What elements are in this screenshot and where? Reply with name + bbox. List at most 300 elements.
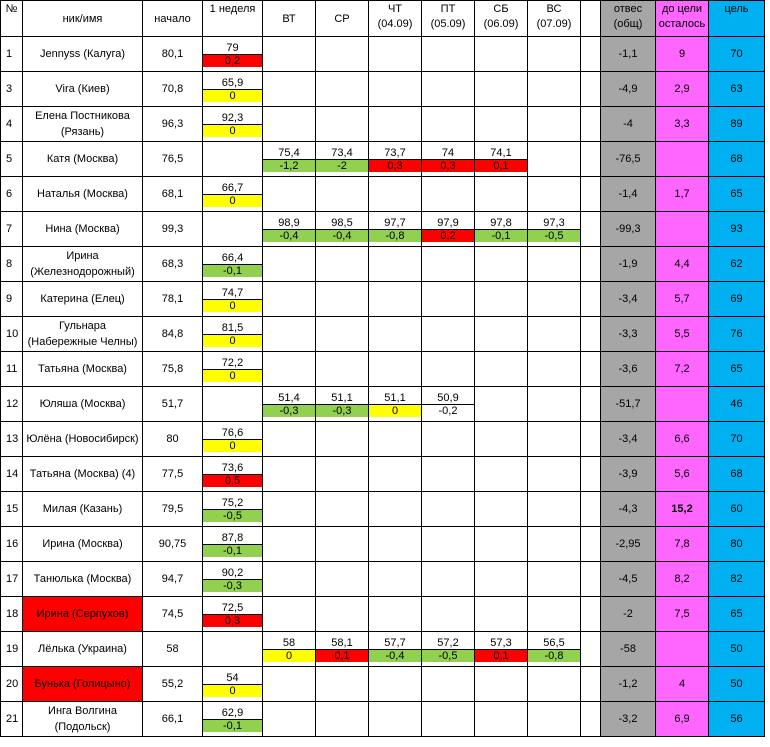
row-thu-weight: 73,7	[384, 146, 406, 159]
row-sat-delta: 0,1	[475, 159, 527, 172]
row-sat	[475, 352, 528, 387]
row-sat	[475, 317, 528, 352]
row-sat-weight: 74,1	[490, 146, 512, 159]
row-loss: -4	[601, 107, 656, 142]
row-start: 76,5	[143, 142, 203, 177]
row-wed-weight: 58,1	[331, 636, 353, 649]
row-fri	[422, 212, 475, 247]
header-gap	[581, 1, 601, 37]
row-gap	[581, 527, 601, 562]
row-wed-wrap	[316, 147, 368, 172]
row-start: 58	[143, 632, 203, 667]
row-fri	[422, 422, 475, 457]
row-week1	[203, 352, 263, 387]
table-row	[1, 212, 765, 247]
table-row	[1, 317, 765, 352]
row-goal: 60	[709, 492, 765, 527]
row-thu-wrap	[369, 217, 421, 242]
row-num: 4	[1, 107, 23, 142]
row-thu-weight: 57,7	[384, 636, 406, 649]
row-thu	[369, 597, 422, 632]
row-sat	[475, 597, 528, 632]
row-name: Татьяна (Москва)	[23, 352, 143, 387]
table-row	[1, 142, 765, 177]
row-week1-weight: 87,8	[221, 531, 244, 544]
row-start: 84,8	[143, 317, 203, 352]
row-week1-delta: 0,3	[203, 614, 262, 627]
row-start: 99,3	[143, 212, 203, 247]
row-week1	[203, 562, 263, 597]
row-loss: -2	[601, 597, 656, 632]
table-row	[1, 247, 765, 282]
row-tue	[263, 247, 316, 282]
row-week1-delta: 0,2	[203, 54, 262, 67]
row-week1-weight: 92,3	[221, 111, 244, 124]
header-sun-date: (07.09)	[536, 18, 572, 30]
row-tue-weight: 98,9	[278, 216, 300, 229]
row-fri-weight: 74	[441, 146, 455, 159]
row-thu-wrap	[369, 392, 421, 417]
row-num: 1	[1, 37, 23, 72]
row-wed-delta: 0,1	[316, 649, 368, 662]
row-gap	[581, 282, 601, 317]
row-fri-delta: 0,2	[422, 229, 474, 242]
row-wed-weight: 51,1	[331, 391, 353, 404]
row-sun	[528, 527, 581, 562]
header-thu	[369, 1, 422, 37]
row-week1	[203, 422, 263, 457]
row-sat	[475, 527, 528, 562]
table-row	[1, 702, 765, 737]
row-goal: 93	[709, 212, 765, 247]
row-week1	[203, 72, 263, 107]
row-week1-weight: 74,7	[221, 286, 244, 299]
row-num: 16	[1, 527, 23, 562]
row-sat-delta: -0,1	[475, 229, 527, 242]
row-start: 90,75	[143, 527, 203, 562]
row-wed	[316, 72, 369, 107]
row-thu	[369, 177, 422, 212]
row-sun	[528, 457, 581, 492]
row-tue-weight: 51,4	[278, 391, 300, 404]
row-tue	[263, 387, 316, 422]
row-fri-delta: 0,3	[422, 159, 474, 172]
row-week1	[203, 492, 263, 527]
row-start: 66,1	[143, 702, 203, 737]
row-fri	[422, 282, 475, 317]
row-name: Гульнара (Набережные Челны)	[23, 317, 143, 352]
table-row	[1, 72, 765, 107]
row-fri	[422, 457, 475, 492]
table-row	[1, 457, 765, 492]
row-sun	[528, 492, 581, 527]
row-week1-delta: -0,1	[203, 719, 262, 732]
row-thu-wrap	[369, 147, 421, 172]
row-sun	[528, 562, 581, 597]
row-name: Катя (Москва)	[23, 142, 143, 177]
row-num: 13	[1, 422, 23, 457]
row-week1-delta: -0,1	[203, 544, 262, 557]
row-loss: -51,7	[601, 387, 656, 422]
row-fri-weight: 57,2	[437, 636, 459, 649]
row-left: 7,5	[656, 597, 709, 632]
table-body	[1, 37, 765, 737]
row-tue-delta: 0	[263, 649, 315, 662]
row-week1-wrap	[203, 707, 262, 732]
row-tue	[263, 177, 316, 212]
row-sun	[528, 352, 581, 387]
row-start: 77,5	[143, 457, 203, 492]
row-left: 9	[656, 37, 709, 72]
row-sat	[475, 667, 528, 702]
row-num: 3	[1, 72, 23, 107]
table-row	[1, 282, 765, 317]
row-sun	[528, 282, 581, 317]
header-sat	[475, 1, 528, 37]
row-week1	[203, 632, 263, 667]
row-thu	[369, 142, 422, 177]
row-loss: -3,4	[601, 282, 656, 317]
row-thu	[369, 492, 422, 527]
row-gap	[581, 37, 601, 72]
row-wed	[316, 317, 369, 352]
row-wed	[316, 247, 369, 282]
row-sat	[475, 702, 528, 737]
row-week1-wrap	[203, 112, 262, 137]
row-thu	[369, 387, 422, 422]
row-fri	[422, 597, 475, 632]
row-thu	[369, 667, 422, 702]
row-sun	[528, 597, 581, 632]
row-wed-delta: -2	[316, 159, 368, 172]
row-loss: -76,5	[601, 142, 656, 177]
row-sun-weight: 56,5	[543, 636, 565, 649]
table-row	[1, 562, 765, 597]
header-sun-day: ВС	[546, 3, 562, 15]
row-sat-wrap	[475, 217, 527, 242]
row-num: 18	[1, 597, 23, 632]
row-gap	[581, 422, 601, 457]
row-start: 96,3	[143, 107, 203, 142]
row-name: Ирина (Москва)	[23, 527, 143, 562]
row-goal: 65	[709, 597, 765, 632]
row-name: Бунька (Голицыно)	[23, 667, 143, 702]
row-goal: 50	[709, 667, 765, 702]
row-loss: -3,9	[601, 457, 656, 492]
header-fri	[422, 1, 475, 37]
row-week1	[203, 107, 263, 142]
row-thu	[369, 527, 422, 562]
row-tue-delta: -0,3	[263, 404, 315, 417]
row-wed	[316, 387, 369, 422]
row-week1-delta: 0	[203, 89, 262, 102]
row-week1-weight: 54	[226, 671, 239, 684]
row-fri	[422, 702, 475, 737]
row-tue-wrap	[263, 637, 315, 662]
row-sun-weight: 97,3	[543, 216, 565, 229]
header-goal: цель	[709, 1, 765, 37]
header-num: №	[1, 1, 23, 37]
row-gap	[581, 457, 601, 492]
row-num: 20	[1, 667, 23, 702]
row-thu	[369, 72, 422, 107]
row-num: 10	[1, 317, 23, 352]
row-loss: -3,2	[601, 702, 656, 737]
row-sun-wrap	[528, 637, 580, 662]
row-sun	[528, 702, 581, 737]
row-fri-wrap	[422, 217, 474, 242]
row-num: 14	[1, 457, 23, 492]
row-goal: 56	[709, 702, 765, 737]
row-name: Jennyss (Калуга)	[23, 37, 143, 72]
row-left: 6,6	[656, 422, 709, 457]
row-name: Татьяна (Москва) (4)	[23, 457, 143, 492]
row-week1	[203, 142, 263, 177]
row-gap	[581, 597, 601, 632]
row-name: Наталья (Москва)	[23, 177, 143, 212]
row-gap	[581, 632, 601, 667]
row-num: 8	[1, 247, 23, 282]
row-week1	[203, 212, 263, 247]
row-thu-weight: 97,7	[384, 216, 406, 229]
row-goal: 46	[709, 387, 765, 422]
row-wed	[316, 667, 369, 702]
row-sat	[475, 422, 528, 457]
row-num: 9	[1, 282, 23, 317]
row-wed-wrap	[316, 392, 368, 417]
row-tue	[263, 492, 316, 527]
row-sun	[528, 247, 581, 282]
row-thu	[369, 247, 422, 282]
header-name: ник/имя	[23, 1, 143, 37]
row-sat-wrap	[475, 637, 527, 662]
row-wed	[316, 177, 369, 212]
row-tue-wrap	[263, 392, 315, 417]
row-start: 80,1	[143, 37, 203, 72]
row-sun	[528, 667, 581, 702]
row-left	[656, 632, 709, 667]
row-sat	[475, 212, 528, 247]
table-row	[1, 37, 765, 72]
row-start: 68,3	[143, 247, 203, 282]
row-wed	[316, 212, 369, 247]
row-week1	[203, 667, 263, 702]
row-fri	[422, 492, 475, 527]
row-start: 78,1	[143, 282, 203, 317]
row-week1-delta: -0,5	[203, 509, 262, 522]
row-goal: 82	[709, 562, 765, 597]
row-thu-wrap	[369, 637, 421, 662]
row-gap	[581, 387, 601, 422]
row-start: 74,5	[143, 597, 203, 632]
row-start: 55,2	[143, 667, 203, 702]
row-tue	[263, 597, 316, 632]
row-week1-wrap	[203, 462, 262, 487]
row-gap	[581, 317, 601, 352]
row-num: 15	[1, 492, 23, 527]
row-week1-delta: 0	[203, 369, 262, 382]
row-thu	[369, 457, 422, 492]
table-row	[1, 387, 765, 422]
table-row	[1, 352, 765, 387]
row-left	[656, 142, 709, 177]
row-week1-wrap	[203, 602, 262, 627]
row-wed	[316, 597, 369, 632]
row-tue	[263, 562, 316, 597]
header-sun	[528, 1, 581, 37]
row-left	[656, 212, 709, 247]
header-week1: 1 неделя	[203, 1, 263, 37]
row-week1-wrap	[203, 497, 262, 522]
row-week1-delta: 0	[203, 194, 262, 207]
row-tue	[263, 667, 316, 702]
row-goal: 89	[709, 107, 765, 142]
table-row	[1, 527, 765, 562]
row-wed	[316, 352, 369, 387]
row-name: Инга Волгина (Подольск)	[23, 702, 143, 737]
row-fri	[422, 352, 475, 387]
row-fri	[422, 527, 475, 562]
row-tue-wrap	[263, 217, 315, 242]
row-week1-delta: 0	[203, 334, 262, 347]
row-name: Ирина (Железнодорожный)	[23, 247, 143, 282]
row-week1-wrap	[203, 182, 262, 207]
row-week1	[203, 457, 263, 492]
row-tue	[263, 702, 316, 737]
table-row	[1, 177, 765, 212]
header-thu-date: (04.09)	[377, 18, 413, 30]
row-thu	[369, 562, 422, 597]
row-sat-delta: 0,1	[475, 649, 527, 662]
row-wed	[316, 632, 369, 667]
row-loss: -58	[601, 632, 656, 667]
row-sat-weight: 97,8	[490, 216, 512, 229]
row-sun	[528, 177, 581, 212]
row-wed-delta: -0,3	[316, 404, 368, 417]
row-num: 11	[1, 352, 23, 387]
row-left: 3,3	[656, 107, 709, 142]
row-sat	[475, 387, 528, 422]
row-week1-weight: 73,6	[221, 461, 244, 474]
row-week1-wrap	[203, 567, 262, 592]
row-wed	[316, 282, 369, 317]
row-start: 79,5	[143, 492, 203, 527]
row-sun	[528, 107, 581, 142]
row-tue	[263, 282, 316, 317]
row-week1-weight: 90,2	[221, 566, 244, 579]
header-start: начало	[143, 1, 203, 37]
row-tue	[263, 142, 316, 177]
header-row	[1, 1, 765, 37]
row-sat	[475, 107, 528, 142]
row-gap	[581, 107, 601, 142]
row-week1-wrap	[203, 77, 262, 102]
row-goal: 50	[709, 632, 765, 667]
row-name: Катерина (Елец)	[23, 282, 143, 317]
row-tue-delta: -1,2	[263, 159, 315, 172]
row-thu	[369, 422, 422, 457]
row-thu-delta: 0,3	[369, 159, 421, 172]
row-fri	[422, 37, 475, 72]
row-gap	[581, 667, 601, 702]
row-wed	[316, 457, 369, 492]
row-name: Лёлька (Украина)	[23, 632, 143, 667]
row-num: 7	[1, 212, 23, 247]
row-week1-weight: 62,9	[221, 706, 244, 719]
row-week1-delta: -0,1	[203, 264, 262, 277]
row-loss: -3,6	[601, 352, 656, 387]
row-goal: 62	[709, 247, 765, 282]
row-sun	[528, 387, 581, 422]
row-left: 8,2	[656, 562, 709, 597]
row-week1-delta: 0	[203, 439, 262, 452]
row-week1-delta: 0	[203, 299, 262, 312]
row-sun	[528, 317, 581, 352]
header-left: до цели осталось	[656, 1, 709, 37]
row-goal: 65	[709, 352, 765, 387]
header-thu-day: ЧТ	[387, 3, 403, 15]
row-thu-delta: -0,8	[369, 229, 421, 242]
row-tue	[263, 212, 316, 247]
row-tue-weight: 75,4	[278, 146, 300, 159]
table-row	[1, 422, 765, 457]
row-week1-weight: 76,6	[221, 426, 244, 439]
row-fri-wrap	[422, 392, 474, 417]
row-fri	[422, 177, 475, 212]
row-sat	[475, 492, 528, 527]
row-loss: -4,5	[601, 562, 656, 597]
row-week1-delta: 0,5	[203, 474, 262, 487]
row-thu	[369, 282, 422, 317]
row-week1-weight: 66,4	[221, 251, 244, 264]
row-thu-delta: 0	[369, 404, 421, 417]
row-thu	[369, 632, 422, 667]
row-sun-wrap	[528, 217, 580, 242]
row-loss: -1,4	[601, 177, 656, 212]
row-left: 5,7	[656, 282, 709, 317]
row-left: 2,9	[656, 72, 709, 107]
row-sat	[475, 632, 528, 667]
row-name: Танюлька (Москва)	[23, 562, 143, 597]
row-start: 51,7	[143, 387, 203, 422]
row-name: Юлёна (Новосибирск)	[23, 422, 143, 457]
row-thu	[369, 352, 422, 387]
row-tue	[263, 422, 316, 457]
row-gap	[581, 142, 601, 177]
table-row	[1, 632, 765, 667]
row-thu	[369, 702, 422, 737]
row-goal: 70	[709, 37, 765, 72]
row-sun	[528, 72, 581, 107]
row-week1	[203, 177, 263, 212]
row-fri	[422, 562, 475, 597]
row-thu	[369, 317, 422, 352]
row-tue	[263, 632, 316, 667]
row-sat-wrap	[475, 147, 527, 172]
header-wed: СР	[316, 1, 369, 37]
row-sat	[475, 72, 528, 107]
row-fri-weight: 97,9	[437, 216, 459, 229]
header-sat-date: (06.09)	[483, 18, 519, 30]
row-gap	[581, 352, 601, 387]
row-wed-weight: 98,5	[331, 216, 353, 229]
row-loss: -1,1	[601, 37, 656, 72]
row-name: Vira (Киев)	[23, 72, 143, 107]
row-name: Нина (Москва)	[23, 212, 143, 247]
row-week1-delta: -0,3	[203, 579, 262, 592]
row-left: 7,8	[656, 527, 709, 562]
row-sat	[475, 142, 528, 177]
